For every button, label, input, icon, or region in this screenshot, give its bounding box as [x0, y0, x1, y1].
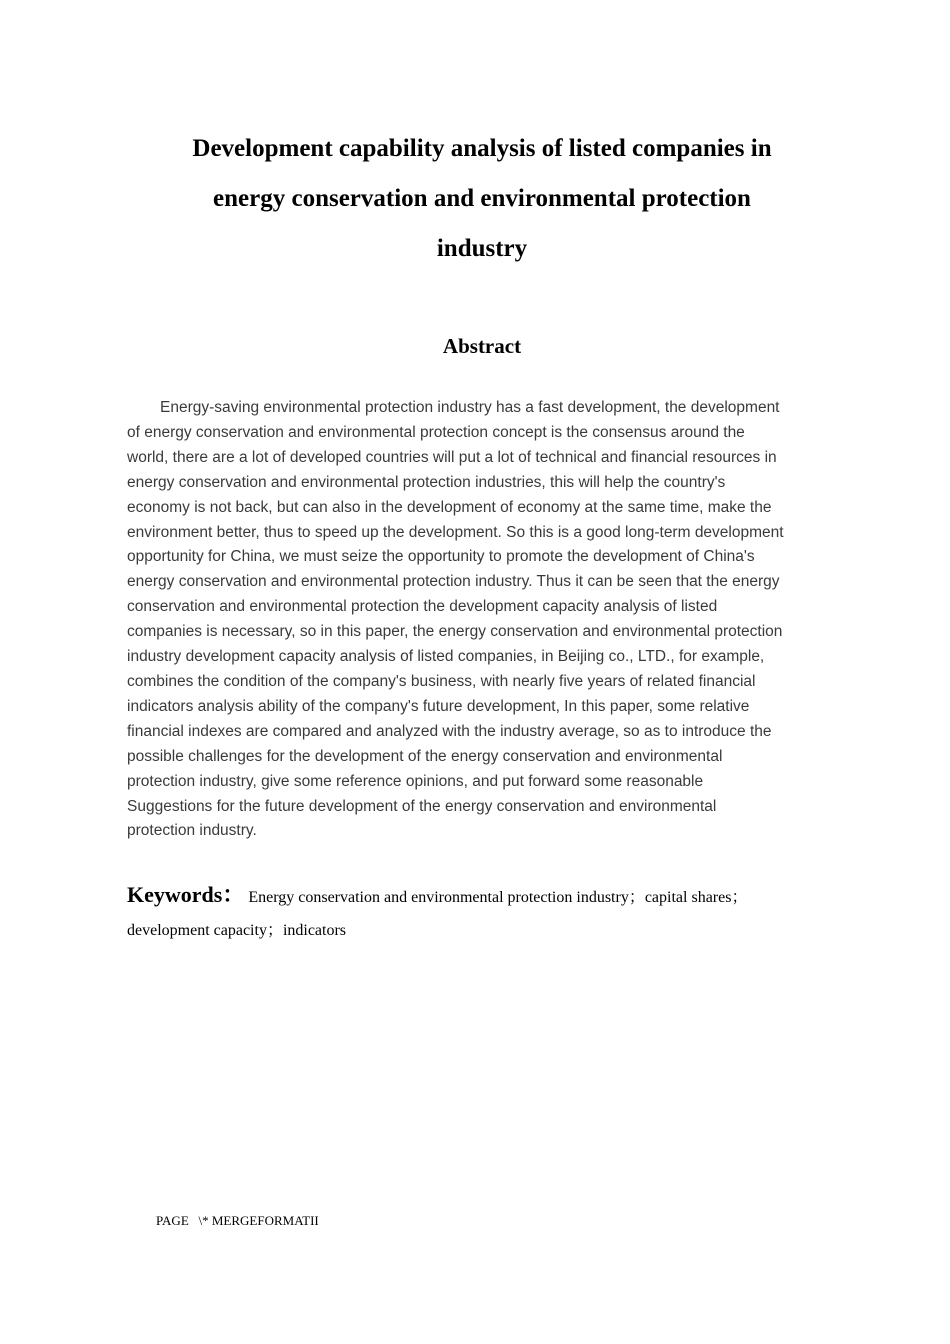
abstract-line: protection industry, give some reference opinions, and put forward some reasonable	[127, 772, 704, 790]
title-line: energy conservation and environmental protection	[213, 185, 751, 212]
keywords-text: Energy conservation and environmental protection industry；capital shares；	[248, 889, 748, 906]
abstract-line: economy is not back, but can also in the development of economy at the same time, make the	[127, 498, 772, 516]
abstract-line: of energy conservation and environmental protection concept is the consensus around the	[127, 423, 745, 441]
paper-title	[150, 124, 814, 274]
title-line: Development capability analysis of listed companies in	[192, 135, 772, 162]
abstract-line: opportunity for China, we must seize the opportunity to promote the development of China's	[127, 548, 755, 566]
abstract-line: conservation and environmental protection the development capacity analysis of listed	[127, 598, 718, 616]
keywords-label: Keywords：	[127, 882, 245, 907]
abstract-line: energy conservation and environmental protection industries, this will help the country's	[127, 473, 726, 491]
abstract-line: industry development capacity analysis of listed companies, in Beijing co., LTD., for example,	[127, 648, 765, 666]
abstract-line: Energy-saving environmental protection industry has a fast development, the development	[160, 399, 780, 416]
page-footer: PAGE \* MERGEFORMATII	[156, 1213, 319, 1228]
abstract-line: world, there are a lot of developed countries will put a lot of technical and financial resources in	[127, 448, 777, 466]
abstract-line: Suggestions for the future development of the energy conservation and environmental	[127, 797, 717, 815]
keywords-line	[127, 877, 827, 913]
abstract-body	[127, 396, 847, 844]
abstract-line: companies is necessary, so in this paper, the energy conservation and environmental protection	[127, 623, 783, 641]
abstract-heading: Abstract	[442, 334, 522, 358]
abstract-line: combines the condition of the company's business, with nearly five years of related financial	[127, 672, 756, 690]
keywords-text-continued: development capacity；indicators	[127, 922, 347, 939]
keywords-section	[127, 877, 827, 949]
abstract-line: energy conservation and environmental protection industry. Thus it can be seen that the energy	[127, 573, 780, 591]
abstract-line: indicators analysis ability of the company's future development, In this paper, some relative	[127, 697, 750, 715]
abstract-line: possible challenges for the development of the energy conservation and environmental	[127, 747, 723, 765]
title-line: industry	[436, 235, 528, 262]
abstract-line: environment better, thus to speed up the development. So this is a good long-term development	[127, 523, 784, 541]
abstract-line: protection industry.	[127, 822, 257, 840]
abstract-line: financial indexes are compared and analyzed with the industry average, so as to introduce the	[127, 722, 772, 740]
